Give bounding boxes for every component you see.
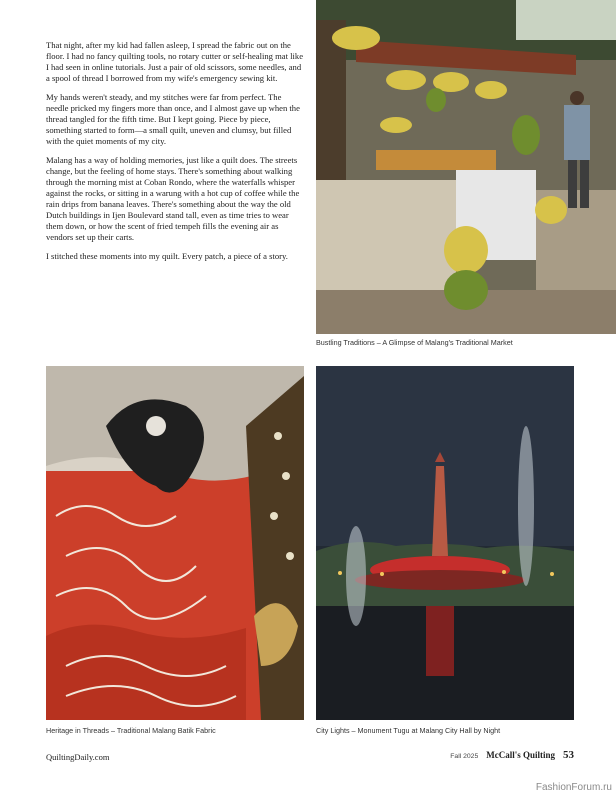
paragraph: That night, after my kid had fallen asleep, I spread the fabric out on the floor. I had no fancy quilting tools, no rotary cutter or self-healing mat like I had seen in online tutorials. Just a pair of old scissors, some needles, and a spool of thread I borrowed from my wife's emergency sewing kit. bbox=[46, 40, 304, 83]
market-caption: Bustling Traditions – A Glimpse of Malang's Traditional Market bbox=[316, 338, 513, 347]
watermark: FashionForum.ru bbox=[535, 782, 612, 793]
article-body bbox=[46, 40, 304, 270]
magazine-name: McCall's Quilting bbox=[486, 750, 555, 760]
tugu-photo bbox=[316, 366, 574, 720]
batik-caption: Heritage in Threads – Traditional Malang Batik Fabric bbox=[46, 726, 216, 735]
paragraph: Malang has a way of holding memories, just like a quilt does. The streets change, but the feeling of home stays. There's something about walking through the morning mist at Coban Rondo, where the waterfalls whisper against the rocks, or sitting in a warung with a hot cup of coffee while the rain drips from banana leaves. There's something about the way the old Dutch buildings in Ijen Boulevard stand tall, even as time tries to wear them down, or how the scent of fried tempeh fills the evening air as vendors set up their carts. bbox=[46, 155, 300, 242]
footer-website[interactable]: QuiltingDaily.com bbox=[46, 752, 110, 762]
paragraph: My hands weren't steady, and my stitches were far from perfect. The needle pricked my fingers more than once, and I almost gave up when the thread tangled for the fifth time. But I kept going. Piece by piece, something started to form—a small quilt, uneven and clumsy, but filled with the quiet moments of my city. bbox=[46, 92, 300, 146]
footer-info bbox=[450, 749, 574, 761]
paragraph: I stitched these moments into my quilt. Every patch, a piece of a story. bbox=[46, 251, 288, 261]
batik-photo bbox=[46, 366, 304, 720]
tugu-caption: City Lights – Monument Tugu at Malang City Hall by Night bbox=[316, 726, 501, 735]
page-number: 53 bbox=[563, 749, 574, 761]
market-photo bbox=[316, 0, 616, 334]
issue-date: Fall 2025 bbox=[450, 753, 479, 760]
